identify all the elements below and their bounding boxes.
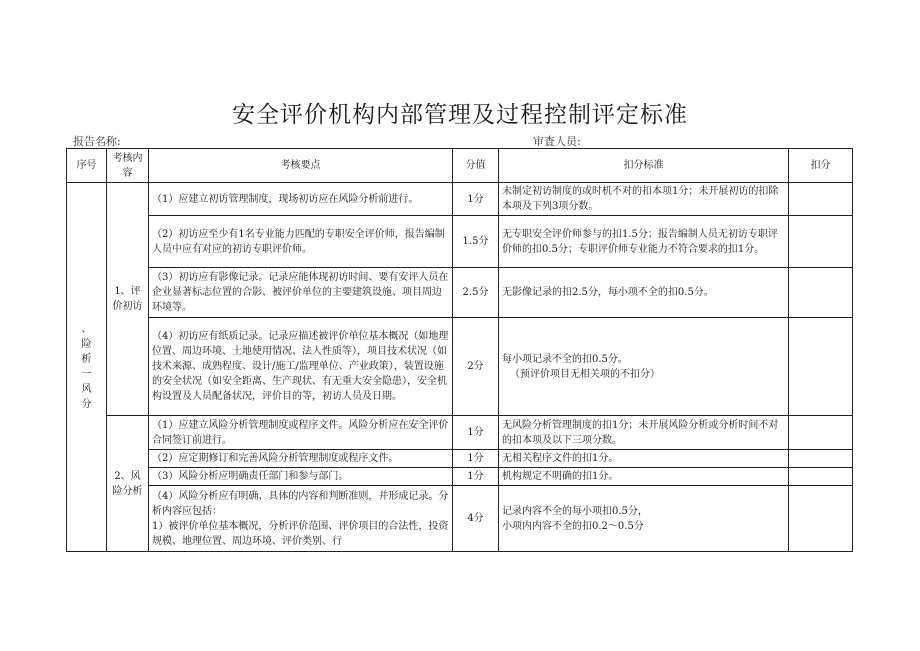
point-cell: （3）初访应有影像记录。记录应能体现初访时间、要有安评人员在企业显著标志位置的合影、被评价单位的主要建筑设施、项目周边环境等。 (149, 268, 453, 318)
score-cell: 1分 (453, 450, 499, 468)
standard-cell: 机构规定不明确的扣1分。 (499, 468, 789, 486)
group-name: 1、评价初访 (107, 183, 149, 416)
header-score: 分值 (453, 149, 499, 183)
evaluation-table (66, 148, 853, 552)
point-cell: （3）风险分析应明确责任部门和参与部门。 (149, 468, 453, 486)
standard-cell: 每小项记录不全的扣0.5分。 （预评价项目无相关项的不扣分） (499, 318, 789, 416)
table-row (67, 268, 853, 318)
table-row (67, 416, 853, 450)
standard-cell: 未制定初访制度的或时机不对的扣本项1分；未开展初访的扣除本项及下列3项分数。 (499, 183, 789, 216)
standard-cell: 无风险分析管理制度的扣1分；未开展风险分析或分析时间不对的扣本项及以下三项分数。 (499, 416, 789, 450)
point-cell: （2）初访应至少有1名专业能力匹配的专职安全评价师，报告编制人员中应有对应的初访专职评价师。 (149, 216, 453, 268)
header-content: 考核内容 (107, 149, 149, 183)
table-row (67, 318, 853, 416)
score-cell: 1.5分 (453, 216, 499, 268)
point-cell: （4）初访应有纸质记录。记录应描述被评价单位基本概况（如地理位置、周边环境、土地使用情况、法人性质等），项目技术状况（如技术来源、成熟程度、设计/施工/监理单位、产业政策），装置设施的安全状况（如安全距离、生产现状、有无重大安全隐患），安全机构设置及人员配备状况，评价目的等，初访人员及日期。 (149, 318, 453, 416)
table-row (67, 468, 853, 486)
deduction-cell[interactable] (789, 216, 853, 268)
header-seq: 序号 (67, 149, 107, 183)
section-label: 、 险 析 一 风 分 (67, 183, 107, 552)
table-row (67, 486, 853, 552)
page-title: 安全评价机构内部管理及过程控制评定标准 (232, 102, 688, 128)
deduction-cell[interactable] (789, 468, 853, 486)
score-cell: 1分 (453, 183, 499, 216)
header-points: 考核要点 (149, 149, 453, 183)
table-row (67, 216, 853, 268)
table-row (67, 450, 853, 468)
score-cell: 1分 (453, 416, 499, 450)
report-name-label: 报告名称: (73, 135, 121, 148)
deduction-cell[interactable] (789, 450, 853, 468)
point-cell: （1）应建立初访管理制度，现场初访应在风险分析前进行。 (149, 183, 453, 216)
deduction-cell[interactable] (789, 318, 853, 416)
header-deduction-standard: 扣分标准 (499, 149, 789, 183)
header-deduction: 扣分 (789, 149, 853, 183)
score-cell: 1分 (453, 468, 499, 486)
deduction-cell[interactable] (789, 416, 853, 450)
deduction-cell[interactable] (789, 486, 853, 552)
score-cell: 2分 (453, 318, 499, 416)
deduction-cell[interactable] (789, 183, 853, 216)
standard-cell: 无专职安全评价师参与的扣1.5分；报告编制人员无初访专职评价师的扣0.5分；专职评价师专业能力不符合要求的扣1分。 (499, 216, 789, 268)
reviewer-label: 审査人员: (533, 135, 581, 148)
score-cell: 2.5分 (453, 268, 499, 318)
header-row (67, 149, 853, 183)
standard-cell: 无相关程序文件的扣1分。 (499, 450, 789, 468)
standard-cell: 无影像记录的扣2.5分，每小项不全的扣0.5分。 (499, 268, 789, 318)
point-cell: （1）应建立风险分析管理制度或程序文件。风险分析应在安全评价合同签订前进行。 (149, 416, 453, 450)
point-cell: （4）风险分析应有明确、具体的内容和判断准则，并形成记录。分析内容应包括： 1）被评价单位基本概况，分析评价范围、评价项目的合法性，投资规模、地理位置、周边环境、评价类别、行 (149, 486, 453, 552)
deduction-cell[interactable] (789, 268, 853, 318)
table-row (67, 183, 853, 216)
score-cell: 4分 (453, 486, 499, 552)
point-cell: （2）应定期修订和完善风险分析管理制度或程序文件。 (149, 450, 453, 468)
standard-cell: 记录内容不全的每小项扣0.5分， 小项内内容不全的扣0.2～0.5分 (499, 486, 789, 552)
group-name: 2、风险分析 (107, 416, 149, 552)
